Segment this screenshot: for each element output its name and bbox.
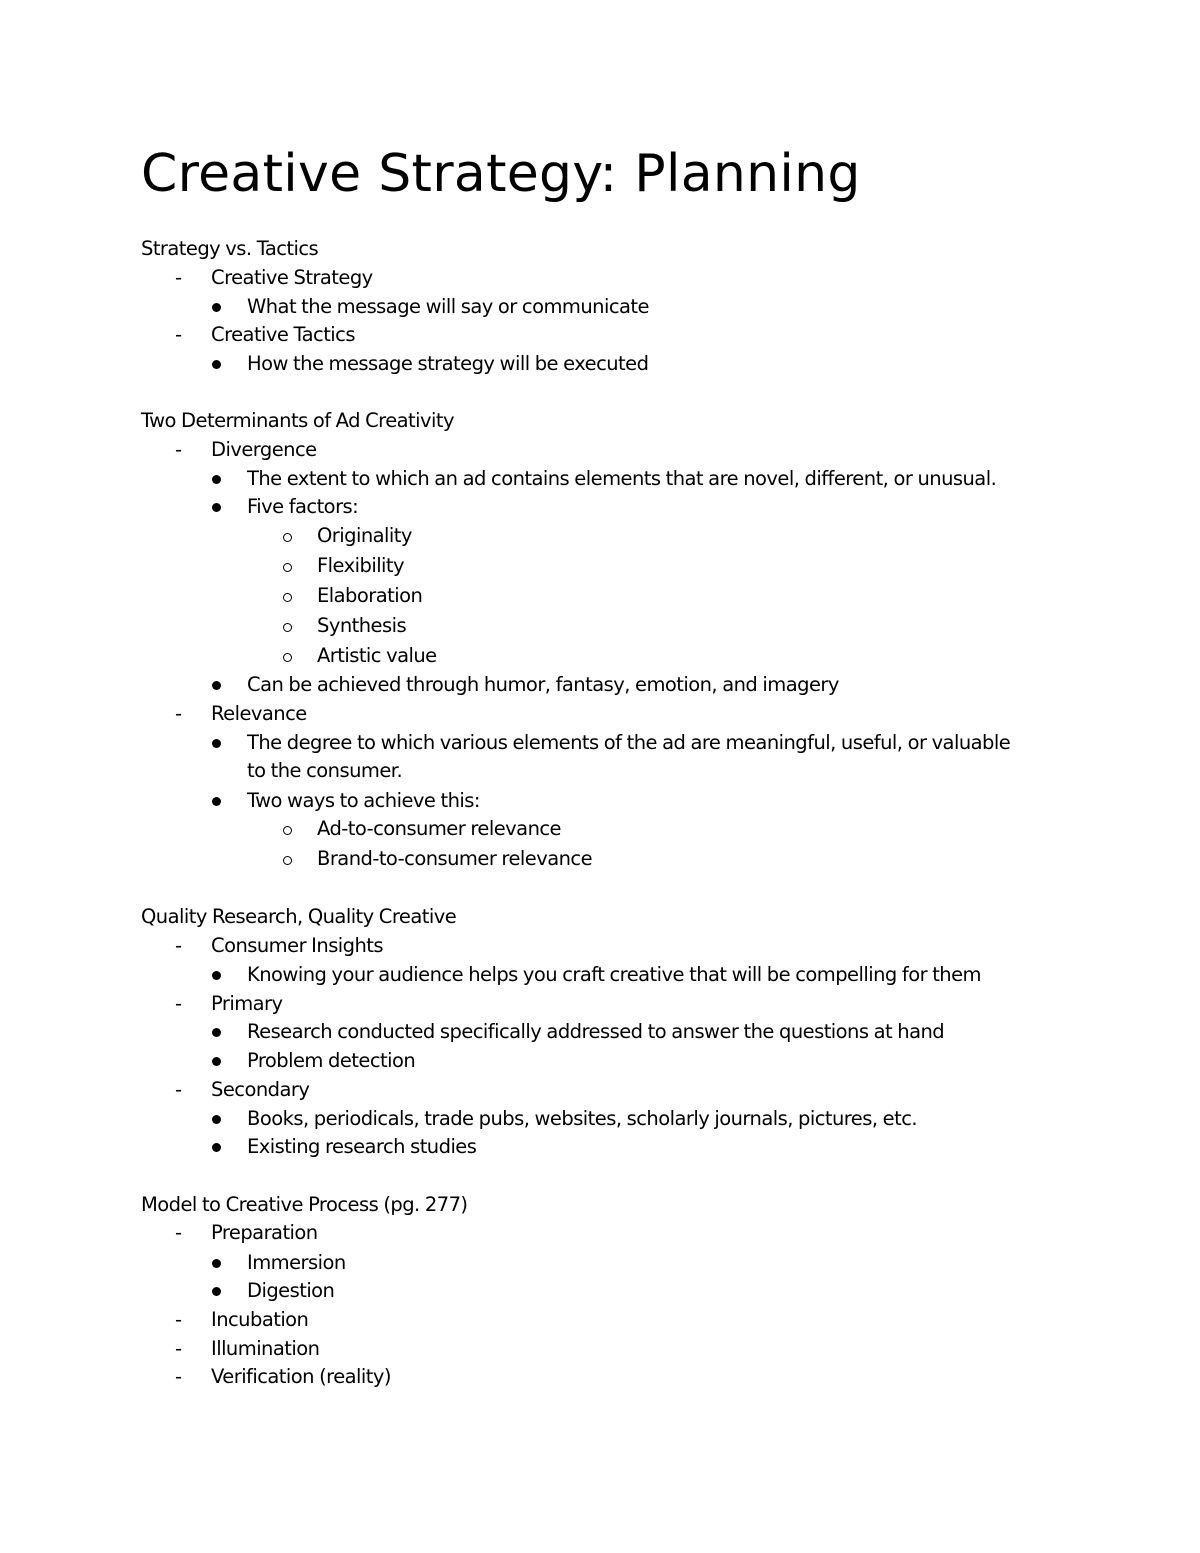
- section-heading: Two Determinants of Ad Creativity: [141, 409, 454, 432]
- sub-bullet-item: Originality: [317, 524, 412, 547]
- dash-marker: -: [175, 992, 183, 1015]
- bullet-icon: [212, 1115, 221, 1124]
- bullet-icon: [212, 1028, 221, 1037]
- bullet-item: What the message will say or communicate: [247, 295, 649, 318]
- list-item: Divergence: [211, 438, 317, 461]
- bullet-item: Books, periodicals, trade pubs, websites, scholarly journals, pictures, etc.: [247, 1107, 918, 1130]
- sub-bullet-item: Synthesis: [317, 614, 407, 637]
- circle-bullet-icon: [283, 593, 292, 602]
- list-item: Consumer Insights: [211, 934, 384, 957]
- bullet-icon: [212, 1143, 221, 1152]
- circle-bullet-icon: [283, 623, 292, 632]
- circle-bullet-icon: [283, 653, 292, 662]
- dash-marker: -: [175, 934, 183, 957]
- circle-bullet-icon: [283, 856, 292, 865]
- dash-marker: -: [175, 1308, 183, 1331]
- dash-marker: -: [175, 1365, 183, 1388]
- bullet-item: Knowing your audience helps you craft creative that will be compelling for them: [247, 963, 981, 986]
- dash-marker: -: [175, 1078, 183, 1101]
- list-item: Verification (reality): [211, 1365, 391, 1388]
- bullet-item: Two ways to achieve this:: [247, 789, 480, 812]
- dash-marker: -: [175, 323, 183, 346]
- bullet-item: Problem detection: [247, 1049, 416, 1072]
- sub-bullet-item: Elaboration: [317, 584, 423, 607]
- sub-bullet-item: Artistic value: [317, 644, 437, 667]
- section-heading: Quality Research, Quality Creative: [141, 905, 457, 928]
- circle-bullet-icon: [283, 563, 292, 572]
- bullet-icon: [212, 503, 221, 512]
- list-item: Creative Tactics: [211, 323, 355, 346]
- sub-bullet-item: Brand-to-consumer relevance: [317, 847, 593, 870]
- bullet-item: Immersion: [247, 1251, 346, 1274]
- bullet-icon: [212, 475, 221, 484]
- list-item: Preparation: [211, 1221, 318, 1244]
- list-item: Illumination: [211, 1337, 320, 1360]
- bullet-item: Can be achieved through humor, fantasy, emotion, and imagery: [247, 673, 839, 696]
- bullet-icon: [212, 303, 221, 312]
- bullet-item: Existing research studies: [247, 1135, 477, 1158]
- dash-marker: -: [175, 1221, 183, 1244]
- bullet-icon: [212, 360, 221, 369]
- bullet-icon: [212, 739, 221, 748]
- dash-marker: -: [175, 438, 183, 461]
- list-item: Relevance: [211, 702, 307, 725]
- dash-marker: -: [175, 702, 183, 725]
- bullet-item: Five factors:: [247, 495, 359, 518]
- section-heading: Model to Creative Process (pg. 277): [141, 1193, 468, 1216]
- bullet-icon: [212, 681, 221, 690]
- bullet-item: The extent to which an ad contains elements that are novel, different, or unusual.: [247, 467, 997, 490]
- list-item: Creative Strategy: [211, 266, 373, 289]
- page-title: Creative Strategy: Planning: [141, 144, 861, 204]
- bullet-item: How the message strategy will be executed: [247, 352, 649, 375]
- section-heading: Strategy vs. Tactics: [141, 237, 319, 260]
- bullet-item: Research conducted specifically addressed to answer the questions at hand: [247, 1020, 945, 1043]
- bullet-icon: [212, 971, 221, 980]
- list-item: Incubation: [211, 1308, 309, 1331]
- bullet-item: Digestion: [247, 1279, 335, 1302]
- list-item: Primary: [211, 992, 283, 1015]
- sub-bullet-item: Flexibility: [317, 554, 405, 577]
- list-item: Secondary: [211, 1078, 310, 1101]
- bullet-item-continuation: to the consumer.: [247, 759, 403, 782]
- bullet-icon: [212, 1057, 221, 1066]
- dash-marker: -: [175, 1337, 183, 1360]
- circle-bullet-icon: [283, 826, 292, 835]
- bullet-item: The degree to which various elements of the ad are meaningful, useful, or valuable: [247, 731, 1011, 754]
- bullet-icon: [212, 797, 221, 806]
- dash-marker: -: [175, 266, 183, 289]
- circle-bullet-icon: [283, 533, 292, 542]
- bullet-icon: [212, 1259, 221, 1268]
- sub-bullet-item: Ad-to-consumer relevance: [317, 817, 561, 840]
- bullet-icon: [212, 1287, 221, 1296]
